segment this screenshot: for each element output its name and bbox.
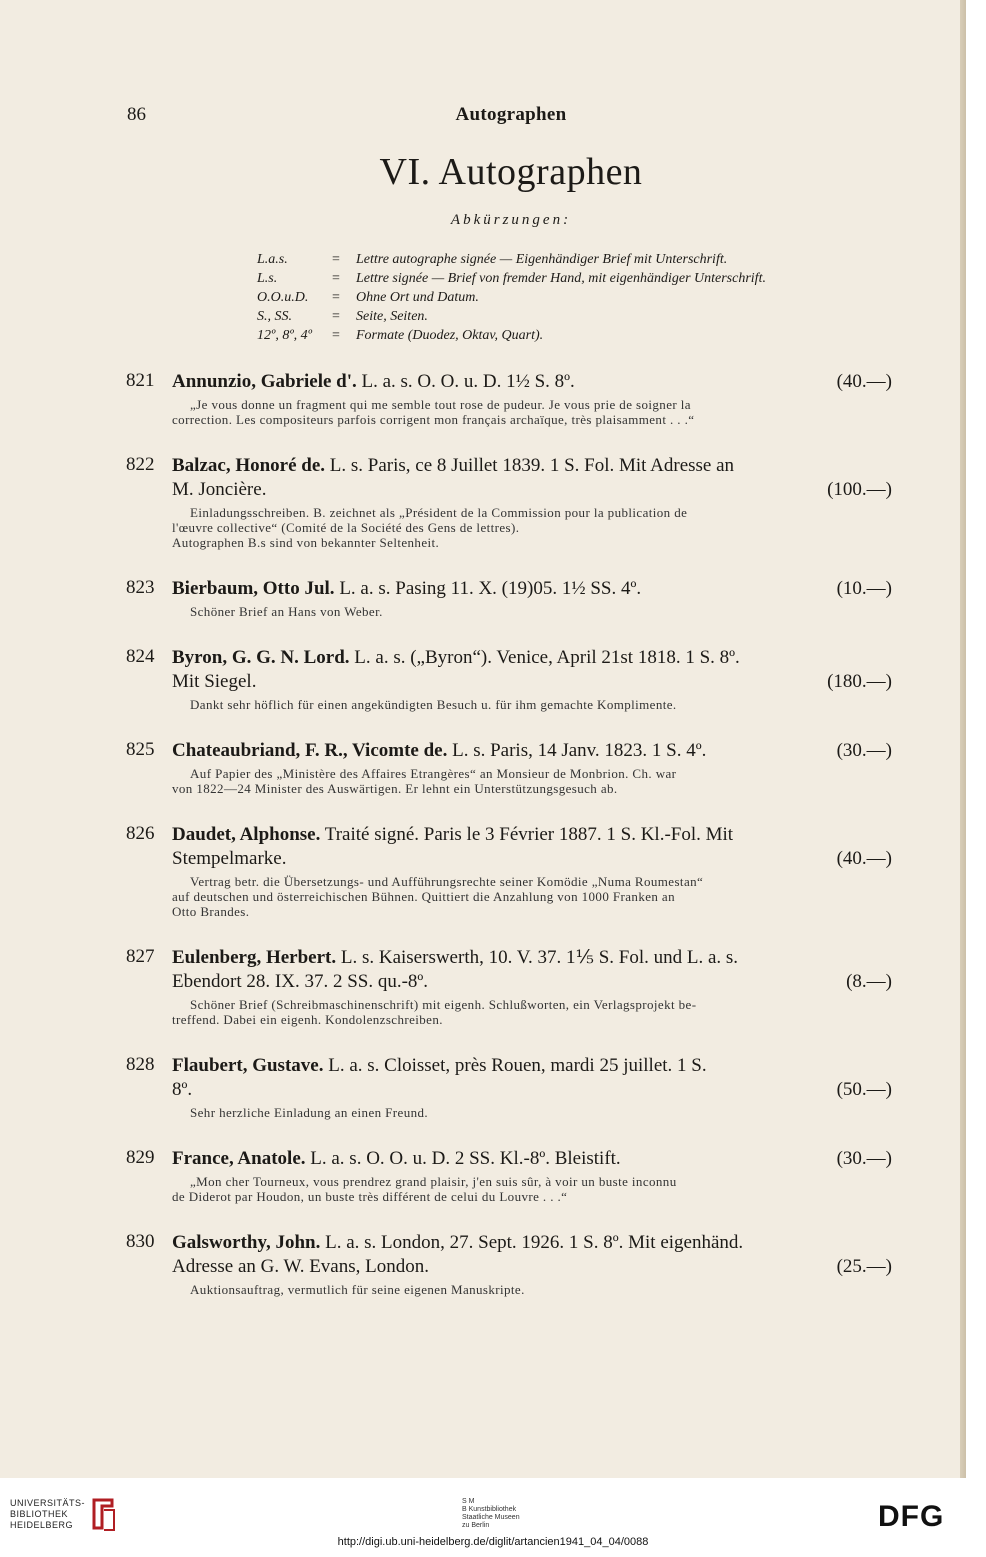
price: (40.—) (836, 371, 892, 392)
abbreviation-value: Ohne Ort und Datum. (356, 290, 479, 305)
entry-note (172, 604, 892, 619)
entry-description: L. a. s. Cloisset, près Rouen, mardi 25 juillet. 1 S. (323, 1055, 707, 1076)
catalogue-entry (126, 1147, 892, 1204)
entry-heading (172, 1055, 707, 1076)
entry-heading (172, 455, 734, 476)
note-line: „Mon cher Tourneux, vous prendrez grand plaisir, j'en suis sûr, à voir un buste inconnu (190, 1174, 677, 1189)
note-line: Dankt sehr höflich für einen angekündigten Besuch u. für ihm gemachte Komplimente. (190, 697, 677, 712)
price: (40.—) (836, 848, 892, 869)
kunstbibliothek-logo (462, 1498, 520, 1530)
author-name: France, Anatole. (172, 1148, 306, 1169)
section-title: VI. Autographen (379, 151, 643, 193)
entry-description-continued: Stempelmarke. (172, 848, 287, 869)
catalogue-entry (126, 1054, 892, 1120)
dfg-logo: DFG (878, 1500, 945, 1533)
abbreviation-key: L.s. (257, 271, 278, 286)
abbreviations-table (257, 252, 766, 347)
entry-heading (172, 370, 575, 394)
equals-sign: = (332, 271, 340, 286)
note-line: treffend. Dabei ein eigenh. Kondolenzschreiben. (172, 1012, 443, 1027)
equals-sign: = (332, 252, 340, 267)
lot-number: 823 (126, 577, 155, 598)
university-emblem-icon (90, 1498, 118, 1532)
entry-note (172, 505, 892, 550)
note-line: Otto Brandes. (172, 904, 250, 919)
logo-text-line: zu Berlin (462, 1522, 490, 1529)
abbreviation-row (257, 309, 766, 328)
logo-text-line: Staatliche Museen (462, 1514, 520, 1521)
entry-note (172, 1174, 892, 1204)
lot-number: 830 (126, 1231, 155, 1252)
lot-number: 829 (126, 1147, 155, 1168)
logo-text-line: B Kunstbibliothek (462, 1506, 517, 1513)
note-line: l'œuvre collective“ (Comité de la Société des Gens de lettres). (172, 520, 520, 535)
catalogue-entry (126, 370, 892, 427)
author-name: Balzac, Honoré de. (172, 455, 326, 476)
author-name: Eulenberg, Herbert. (172, 947, 337, 968)
author-name: Byron, G. G. N. Lord. (172, 647, 350, 668)
author-name: Flaubert, Gustave. (172, 1055, 324, 1076)
abbreviation-key: L.a.s. (257, 252, 288, 267)
price: (30.—) (836, 1148, 892, 1169)
entry-heading (172, 647, 740, 668)
equals-sign: = (332, 290, 340, 305)
note-line: Schöner Brief an Hans von Weber. (190, 604, 383, 619)
lot-number: 825 (126, 739, 155, 760)
entry-note (172, 1282, 892, 1297)
price: (10.—) (836, 578, 892, 599)
logo-text-line: UNIVERSITÄTS- (10, 1498, 86, 1508)
note-line: auf deutschen und österreichischen Bühnen. Quittiert die Anzahlung von 1000 Franken an (172, 889, 676, 904)
equals-sign: = (332, 328, 340, 343)
entry-note (172, 697, 892, 712)
entry-description-continued: Mit Siegel. (172, 671, 257, 692)
lot-number: 826 (126, 823, 155, 844)
author-name: Annunzio, Gabriele d'. (172, 371, 357, 392)
footer (0, 1478, 986, 1557)
note-line: Schöner Brief (Schreibmaschinenschrift) mit eigenh. Schlußworten, ein Verlagsprojekt be- (190, 997, 697, 1012)
note-line: Einladungsschreiben. B. zeichnet als „Président de la Commission pour la publication de (190, 505, 688, 520)
page-number: 86 (127, 104, 146, 125)
catalogue-entry (126, 1231, 892, 1297)
abbreviation-row (257, 252, 766, 271)
entry-note (172, 766, 892, 796)
entry-description-continued: Adresse an G. W. Evans, London. (172, 1256, 429, 1277)
lot-number: 827 (126, 946, 155, 967)
note-line: correction. Les compositeurs parfois corrigent mon français archaïque, très plaisamment . . .“ (172, 412, 695, 427)
lot-number: 828 (126, 1054, 155, 1075)
entry-description-continued: Ebendort 28. IX. 37. 2 SS. qu.-8º. (172, 971, 429, 992)
abbreviation-key: S., SS. (257, 309, 292, 324)
entry-description-continued: M. Joncière. (172, 479, 267, 500)
entry-description-continued: 8º. (172, 1079, 193, 1100)
price: (50.—) (836, 1079, 892, 1100)
logo-text-line: BIBLIOTHEK (10, 1509, 69, 1519)
note-line: „Je vous donne un fragment qui me semble tout rose de pudeur. Je vous prie de soigner la (190, 397, 691, 412)
entry-heading (172, 1147, 621, 1171)
price: (8.—) (846, 971, 892, 992)
entry-description: L. a. s. London, 27. Sept. 1926. 1 S. 8º. Mit eigenhänd. (320, 1232, 744, 1253)
note-line: von 1822—24 Minister des Auswärtigen. Er lehnt ein Unterstützungsgesuch ab. (172, 781, 618, 796)
note-line: Vertrag betr. die Übersetzungs- und Aufführungsrechte seiner Komödie „Numa Roumestan“ (190, 874, 704, 889)
note-line: Sehr herzliche Einladung an einen Freund. (190, 1105, 429, 1120)
entry-note (172, 397, 892, 427)
entry-heading (172, 947, 738, 968)
entry-heading (172, 739, 706, 763)
abbreviation-key: O.O.u.D. (257, 290, 309, 305)
equals-sign: = (332, 309, 340, 324)
entry-heading (172, 577, 641, 601)
entry-description: Traité signé. Paris le 3 Février 1887. 1 S. Kl.-Fol. Mit (320, 824, 734, 845)
abbreviation-key: 12º, 8º, 4º (257, 328, 313, 343)
author-name: Chateaubriand, F. R., Vicomte de. (172, 740, 448, 761)
abbreviation-row (257, 271, 766, 290)
entry-note (172, 1105, 892, 1120)
entry-heading (172, 1232, 743, 1253)
abbreviation-value: Lettre signée — Brief von fremder Hand, mit eigenhändiger Unterschrift. (356, 271, 766, 286)
price: (30.—) (836, 740, 892, 761)
entry-description: L. s. Kaiserswerth, 10. V. 37. 1⅕ S. Fol. und L. a. s. (336, 947, 739, 968)
entry-description: L. s. Paris, ce 8 Juillet 1839. 1 S. Fol. Mit Adresse an (325, 455, 735, 476)
entry-description: L. s. Paris, 14 Janv. 1823. 1 S. 4º. (447, 740, 707, 761)
catalogue-entries (0, 370, 966, 1324)
entry-note (172, 874, 892, 919)
lot-number: 822 (126, 454, 155, 475)
author-name: Bierbaum, Otto Jul. (172, 578, 335, 599)
catalogue-entry (126, 646, 892, 712)
catalogue-entry (126, 946, 892, 1027)
entry-description: L. a. s. („Byron“). Venice, April 21st 1818. 1 S. 8º. (349, 647, 740, 668)
permalink-url[interactable]: http://digi.ub.uni-heidelberg.de/diglit/artancien1941_04_04/0088 (337, 1536, 649, 1548)
catalogue-entry (126, 739, 892, 796)
running-title: Autographen (455, 104, 567, 125)
entry-description: L. a. s. O. O. u. D. 2 SS. Kl.-8º. Bleistift. (305, 1148, 621, 1169)
entry-description: L. a. s. O. O. u. D. 1½ S. 8º. (356, 371, 575, 392)
abbreviation-row (257, 328, 766, 347)
catalogue-entry (126, 454, 892, 550)
price: (180.—) (827, 671, 892, 692)
catalogue-entry (126, 577, 892, 619)
note-line: Autographen B.s sind von bekannter Seltenheit. (172, 535, 440, 550)
logo-text-line: S M (462, 1498, 475, 1505)
note-line: de Diderot par Houdon, un buste très différent de celui du Louvre . . .“ (172, 1189, 568, 1204)
author-name: Daudet, Alphonse. (172, 824, 321, 845)
abbreviation-value: Formate (Duodez, Oktav, Quart). (356, 328, 544, 343)
author-name: Galsworthy, John. (172, 1232, 321, 1253)
lot-number: 821 (126, 370, 155, 391)
university-library-logo (10, 1498, 85, 1531)
abbreviations-heading: Abkürzungen: (450, 212, 572, 228)
price: (100.—) (827, 479, 892, 500)
entry-description: L. a. s. Pasing 11. X. (19)05. 1½ SS. 4º. (334, 578, 642, 599)
catalogue-entry (126, 823, 892, 919)
running-head (0, 104, 966, 130)
entry-heading (172, 824, 733, 845)
abbreviation-value: Lettre autographe signée — Eigenhändiger Brief mit Unterschrift. (356, 252, 728, 267)
note-line: Auktionsauftrag, vermutlich für seine eigenen Manuskripte. (190, 1282, 525, 1297)
abbreviation-row (257, 290, 766, 309)
abbreviation-value: Seite, Seiten. (356, 309, 428, 324)
entry-note (172, 997, 892, 1027)
note-line: Auf Papier des „Ministère des Affaires Etrangères“ an Monsieur de Monbrion. Ch. war (190, 766, 677, 781)
logo-text-line: HEIDELBERG (10, 1520, 74, 1530)
lot-number: 824 (126, 646, 155, 667)
price: (25.—) (836, 1256, 892, 1277)
